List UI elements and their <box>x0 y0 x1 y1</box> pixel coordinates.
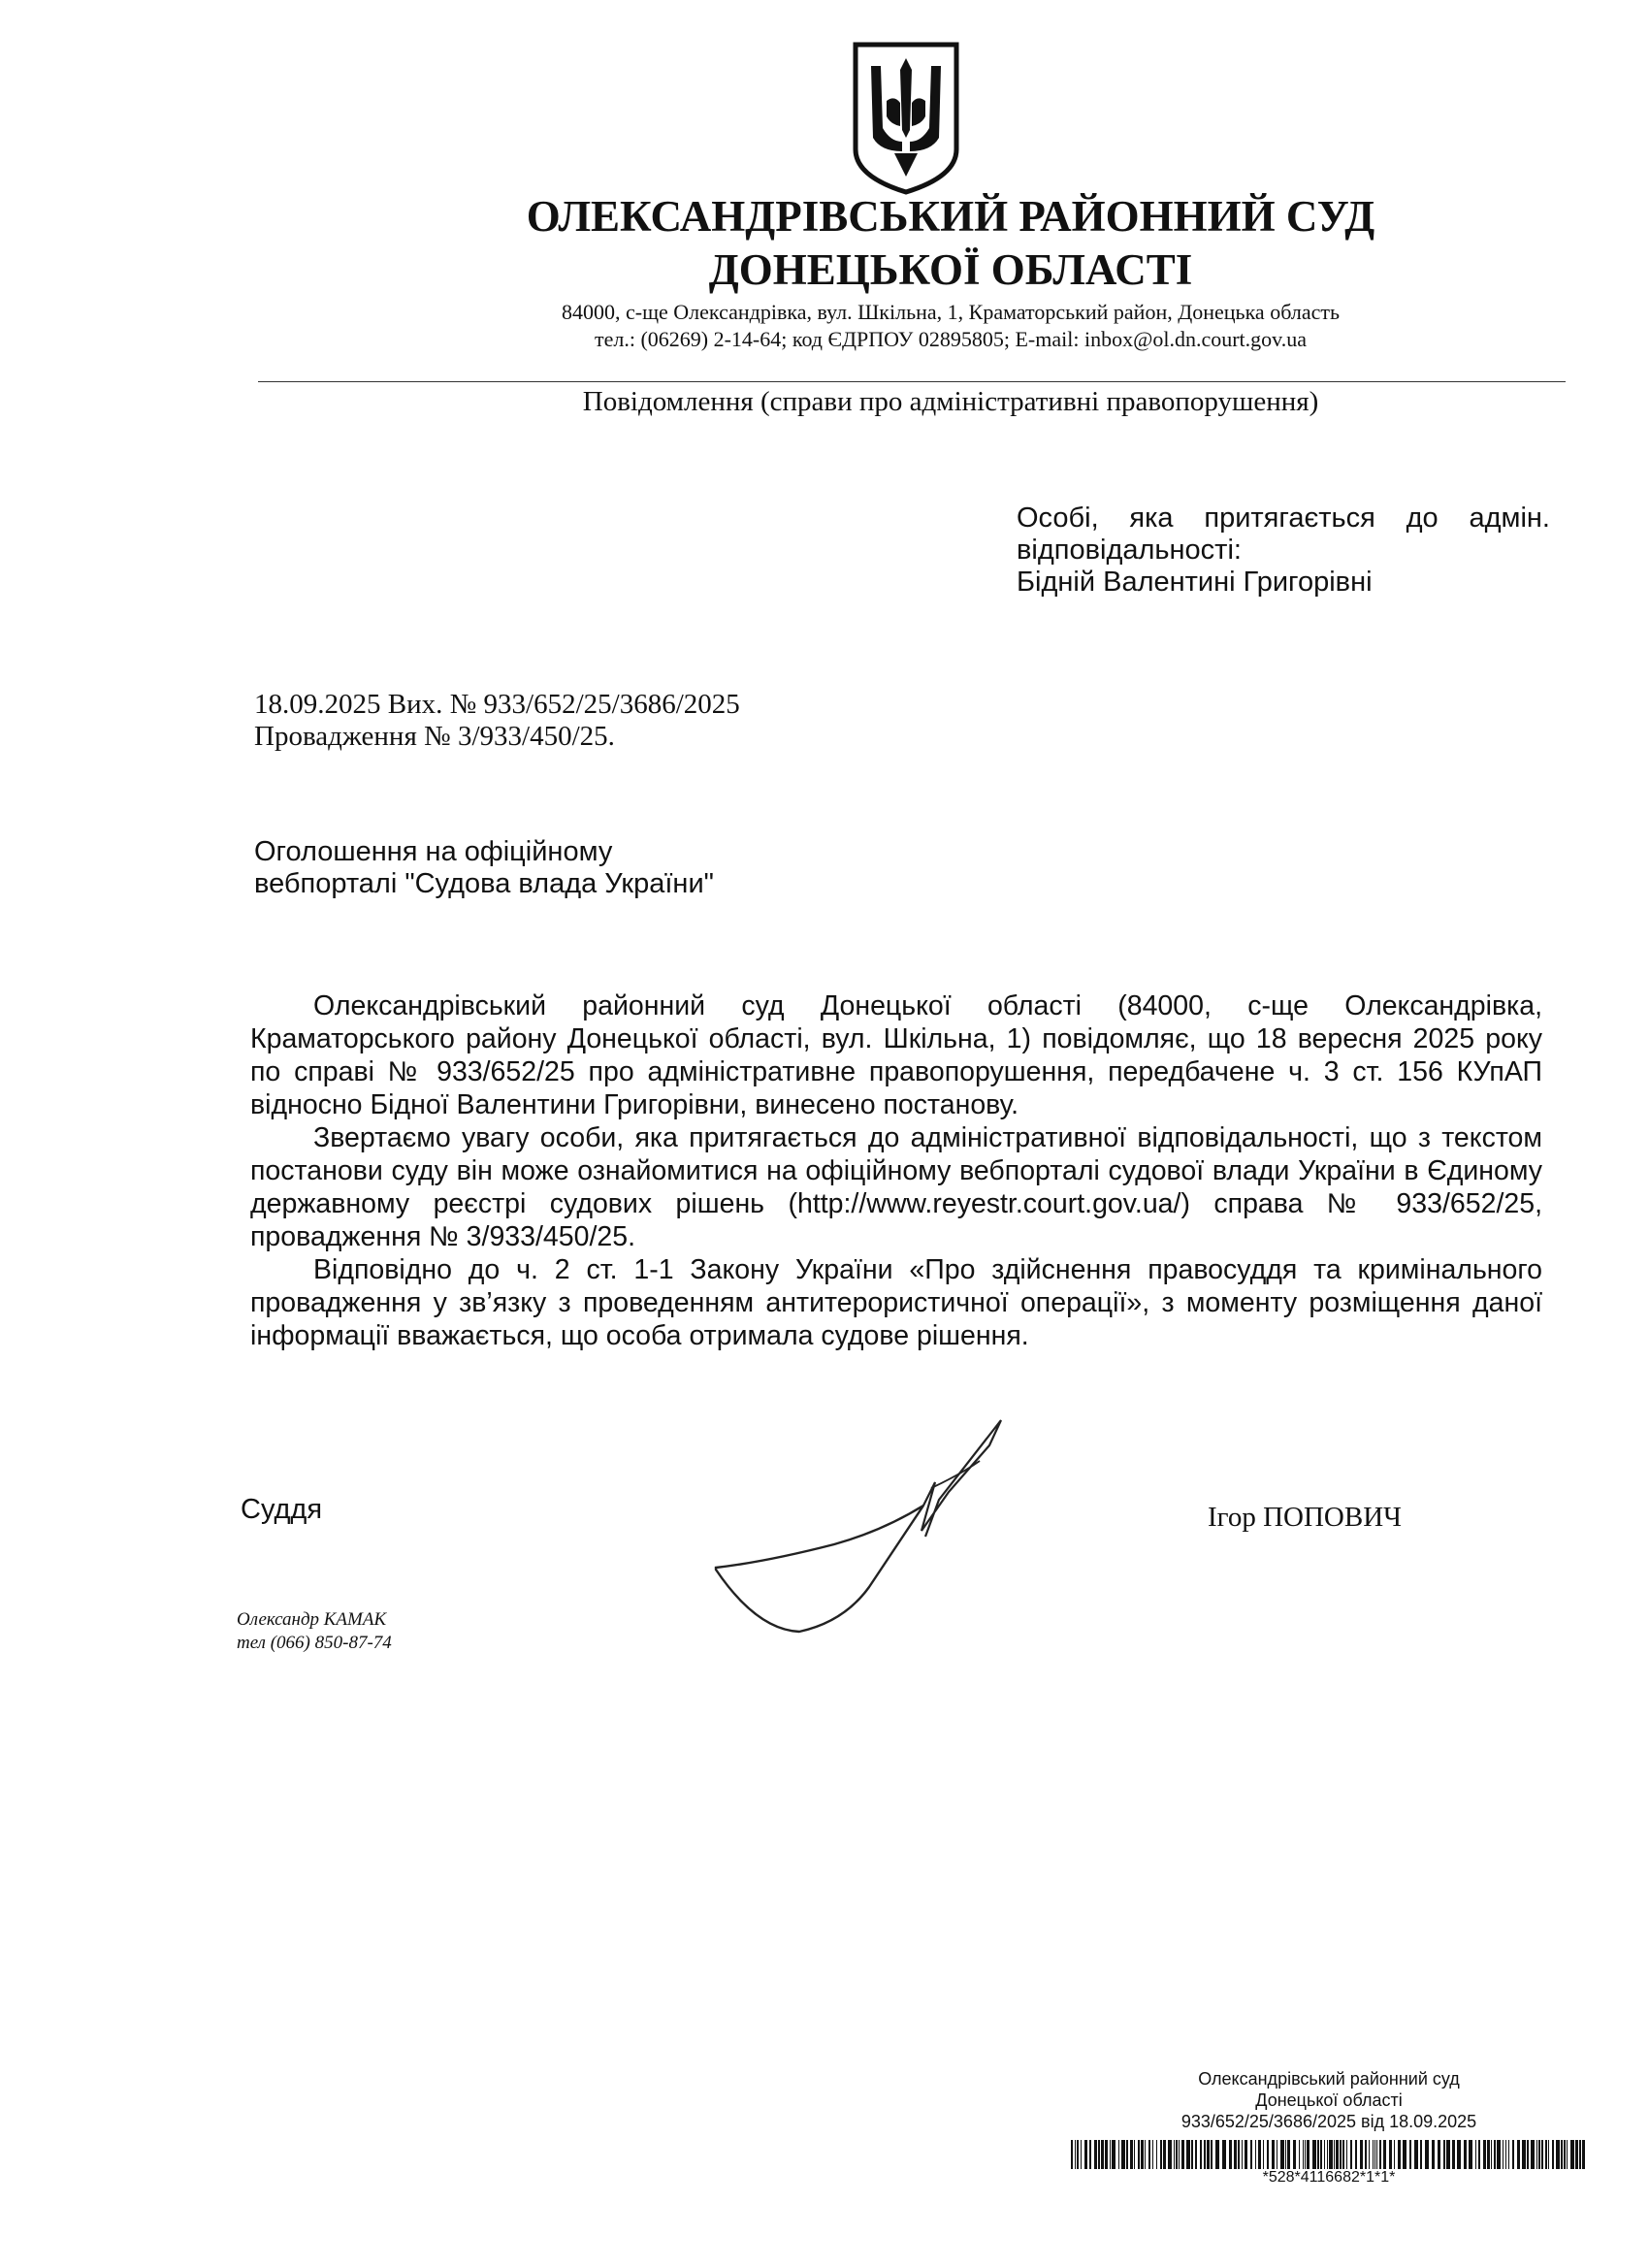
barcode-bar <box>1130 2140 1133 2169</box>
barcode-bar <box>1340 2140 1342 2169</box>
barcode-bar <box>1342 2140 1344 2169</box>
document-type <box>0 386 1649 418</box>
barcode-bar <box>1438 2140 1440 2169</box>
trident-emblem-icon <box>852 41 960 196</box>
barcode-bar <box>1168 2140 1172 2169</box>
barcode-bar <box>1245 2140 1247 2169</box>
barcode-bar <box>1491 2140 1492 2169</box>
court-address <box>0 299 1649 353</box>
barcode-bar <box>1075 2140 1076 2169</box>
barcode-bar <box>1280 2140 1284 2169</box>
signatory-name: Ігор ПОПОВИЧ <box>1208 1502 1402 1533</box>
barcode-bar <box>1101 2140 1104 2169</box>
barcode-bar <box>1548 2140 1549 2169</box>
stamp-line2: Донецької області <box>1255 2090 1403 2110</box>
barcode-bar <box>1163 2140 1166 2169</box>
barcode-bar <box>1483 2140 1486 2169</box>
barcode-bar <box>1324 2140 1325 2169</box>
signatory-title: Суддя <box>241 1494 323 1525</box>
barcode-bar <box>1134 2140 1135 2169</box>
barcode-bar <box>1204 2140 1206 2169</box>
body-paragraph: Відповідно до ч. 2 ст. 1-1 Закону України «Про здійснення правосуддя та кримінального провадження у зв’язку з проведенням антитерористичної операції», з моменту розміщення даної інформації вважається, що особа отримала судове рішення. <box>250 1254 1542 1351</box>
barcode-bar <box>1287 2140 1290 2169</box>
barcode-bar <box>1327 2140 1328 2169</box>
stamp-line1: Олександрівський районний суд <box>1198 2069 1460 2089</box>
barcode-bar <box>1494 2140 1496 2169</box>
barcode-bar <box>1179 2140 1180 2169</box>
barcode-bar <box>1527 2140 1529 2169</box>
barcode-bar <box>1234 2140 1237 2169</box>
barcode-bar <box>1579 2140 1581 2169</box>
barcode-bar <box>1141 2140 1144 2169</box>
recipient-word: притягається <box>1204 502 1375 534</box>
barcode-bar <box>1376 2140 1377 2169</box>
barcode-bar <box>1081 2140 1082 2169</box>
barcode-bar <box>1126 2140 1128 2169</box>
barcode-bar <box>1487 2140 1490 2169</box>
barcode-bar <box>1285 2140 1286 2169</box>
recipient-name: Бідній Валентині Григорівні <box>1017 567 1373 598</box>
barcode-bar <box>1374 2140 1375 2169</box>
recipient-line2: відповідальності: <box>1017 535 1242 566</box>
barcode-bar <box>1552 2140 1554 2169</box>
barcode-bar <box>1360 2140 1363 2169</box>
announcement-line1: Оголошення на офіційному <box>254 836 613 867</box>
header-divider <box>258 381 1566 382</box>
barcode-bar <box>1307 2140 1310 2169</box>
barcode-bar <box>1538 2140 1540 2169</box>
address-line1: 84000, с-ще Олександрівка, вул. Шкільна, 1, Краматорський район, Донецька область <box>562 300 1340 324</box>
barcode-bar <box>1582 2140 1585 2169</box>
barcode-bar <box>1303 2140 1304 2169</box>
barcode-bar <box>1478 2140 1480 2169</box>
barcode-bar <box>1556 2140 1560 2169</box>
barcode-bar <box>1138 2140 1140 2169</box>
barcode-bar <box>1398 2140 1401 2169</box>
barcode-bar <box>1446 2140 1450 2169</box>
barcode-bar <box>1176 2140 1178 2169</box>
barcode-bar <box>1255 2140 1256 2169</box>
barcode-bar <box>1077 2140 1079 2169</box>
barcode-bar <box>1112 2140 1116 2169</box>
barcode-bar <box>1258 2140 1261 2169</box>
barcode-bar <box>1365 2140 1367 2169</box>
barcode-bar <box>1084 2140 1087 2169</box>
barcode-bar <box>1336 2140 1339 2169</box>
barcode-bar <box>1508 2140 1509 2169</box>
barcode-bar <box>1567 2140 1568 2169</box>
barcode-bar <box>1156 2140 1157 2169</box>
executor-info <box>237 1608 392 1655</box>
barcode-bar <box>1317 2140 1319 2169</box>
barcode-bar <box>1464 2140 1467 2169</box>
announcement-heading <box>254 836 714 900</box>
barcode-bar <box>1505 2140 1506 2169</box>
barcode-bar <box>1346 2140 1347 2169</box>
barcode-bar <box>1403 2140 1406 2169</box>
barcode-bar <box>1355 2140 1357 2169</box>
recipient-word: адмін. <box>1469 502 1550 534</box>
barcode-bar <box>1145 2140 1146 2169</box>
barcode-bar <box>1195 2140 1197 2169</box>
barcode-bar <box>1561 2140 1563 2169</box>
barcode-bar <box>1420 2140 1422 2169</box>
outgoing-number: 18.09.2025 Вих. № 933/652/25/3686/2025 <box>254 689 740 720</box>
address-line2: тел.: (06269) 2-14-64; код ЄДРПОУ 02895805; E-mail: inbox@ol.dn.court.gov.ua <box>594 327 1307 351</box>
barcode-bar <box>1250 2140 1252 2169</box>
barcode-bar <box>1570 2140 1574 2169</box>
barcode-bar <box>1089 2140 1091 2169</box>
barcode-bar <box>1383 2140 1386 2169</box>
barcode-bar <box>1443 2140 1445 2169</box>
barcode-bar <box>1503 2140 1504 2169</box>
barcode-bar <box>1425 2140 1429 2169</box>
barcode-bar <box>1475 2140 1476 2169</box>
barcode-bar <box>1512 2140 1514 2169</box>
barcode-bar <box>1110 2140 1111 2169</box>
barcode-bar <box>1094 2140 1097 2169</box>
barcode-bar <box>1373 2140 1374 2169</box>
stamp-line3: 933/652/25/3686/2025 від 18.09.2025 <box>1180 2112 1477 2131</box>
barcode-bar <box>1267 2140 1269 2169</box>
recipient-word: до <box>1406 502 1439 534</box>
barcode-bar <box>1379 2140 1381 2169</box>
barcode-bar <box>1118 2140 1119 2169</box>
barcode-bar <box>1545 2140 1547 2169</box>
barcode-bar <box>1452 2140 1455 2169</box>
announcement-line2: вебпорталі "Судова влада України" <box>254 868 714 899</box>
barcode-bar <box>1432 2140 1435 2169</box>
executor-phone: тел (066) 850-87-74 <box>237 1633 392 1653</box>
barcode-bar <box>1215 2140 1219 2169</box>
barcode-bar <box>1263 2140 1264 2169</box>
barcode-bar <box>1242 2140 1243 2169</box>
barcode-bar <box>1121 2140 1125 2169</box>
barcode-bar <box>1200 2140 1202 2169</box>
barcode-bar <box>1457 2140 1461 2169</box>
barcode-bar <box>1320 2140 1322 2169</box>
barcode-bar <box>1186 2140 1190 2169</box>
barcode-bar <box>1536 2140 1537 2169</box>
barcode-bar <box>1152 2140 1153 2169</box>
barcode-bar <box>1238 2140 1240 2169</box>
barcode-bar <box>1174 2140 1175 2169</box>
barcode-bar <box>1312 2140 1316 2169</box>
barcode-bar <box>1098 2140 1100 2169</box>
barcode-text: *528*4116682*1*1* <box>1262 2169 1396 2186</box>
recipient-line1 <box>1017 502 1550 535</box>
barcode-bar <box>1329 2140 1333 2169</box>
barcode-bar <box>1522 2140 1526 2169</box>
body-paragraph: Олександрівський районний суд Донецької області (84000, с-ще Олександрівка, Краматорського району Донецької області, вул. Шкільна, 1) повідомляє, що 18 вересня 2025 року по справі № 933/652/25 про адміністративне правопорушення, передбачене ч. 3 ст. 156 КУпАП відносно Бідної Валентини Григорівни, винесено постанову. <box>250 990 1542 1120</box>
barcode-bar <box>1160 2140 1162 2169</box>
barcode-bar <box>1207 2140 1210 2169</box>
barcode-bar <box>1469 2140 1472 2169</box>
barcode-bar <box>1191 2140 1193 2169</box>
barcode-bar <box>1211 2140 1212 2169</box>
body-paragraph: Звертаємо увагу особи, яка притягається до адміністративної відповідальності, що з текстом постанови суду він може ознайомитися на офіційному вебпорталі судової влади України в Єдиному державному реєстрі судових рішень (http://www.reyestr.court.gov.ua/) справа № 933/652/25, провадження № 3/933/450/25. <box>250 1122 1542 1252</box>
handwritten-signature <box>698 1407 1057 1659</box>
barcode-bar <box>1350 2140 1352 2169</box>
barcode-bar <box>1409 2140 1411 2169</box>
barcode-bar <box>1369 2140 1370 2169</box>
barcode <box>1071 2140 1589 2169</box>
registration-stamp <box>1067 2068 1591 2132</box>
barcode-bar <box>1222 2140 1226 2169</box>
barcode-bar <box>1105 2140 1108 2169</box>
barcode-bar <box>1148 2140 1150 2169</box>
barcode-bar <box>1181 2140 1184 2169</box>
barcode-bar <box>1389 2140 1392 2169</box>
court-name-line1: ОЛЕКСАНДРІВСЬКИЙ РАЙОННИЙ СУД <box>526 192 1375 241</box>
barcode-bar <box>1229 2140 1232 2169</box>
barcode-bar <box>1334 2140 1335 2169</box>
barcode-bar <box>1272 2140 1275 2169</box>
recipient-word: яка <box>1129 502 1174 534</box>
barcode-bar <box>1394 2140 1395 2169</box>
court-name <box>0 190 1649 297</box>
barcode-bar <box>1414 2140 1418 2169</box>
barcode-bar <box>1564 2140 1566 2169</box>
barcode-bar <box>1575 2140 1578 2169</box>
barcode-bar <box>1541 2140 1543 2169</box>
letter-body <box>250 989 1542 1352</box>
barcode-bar <box>1293 2140 1296 2169</box>
barcode-bar <box>1071 2140 1073 2169</box>
barcode-bar <box>1517 2140 1520 2169</box>
barcode-bar <box>1497 2140 1501 2169</box>
document-type-label: Повідомлення (справи про адміністративні правопорушення) <box>582 386 1319 417</box>
recipient-block <box>1017 502 1550 599</box>
court-name-line2: ДОНЕЦЬКОЇ ОБЛАСТІ <box>708 245 1193 294</box>
barcode-bar <box>1531 2140 1535 2169</box>
barcode-bar <box>1305 2140 1306 2169</box>
executor-name: Олександр КАМАК <box>237 1609 387 1630</box>
barcode-bar <box>1299 2140 1300 2169</box>
proceeding-number: Провадження № 3/933/450/25. <box>254 721 615 752</box>
outgoing-reference <box>254 689 740 753</box>
recipient-word: Особі, <box>1017 502 1099 534</box>
